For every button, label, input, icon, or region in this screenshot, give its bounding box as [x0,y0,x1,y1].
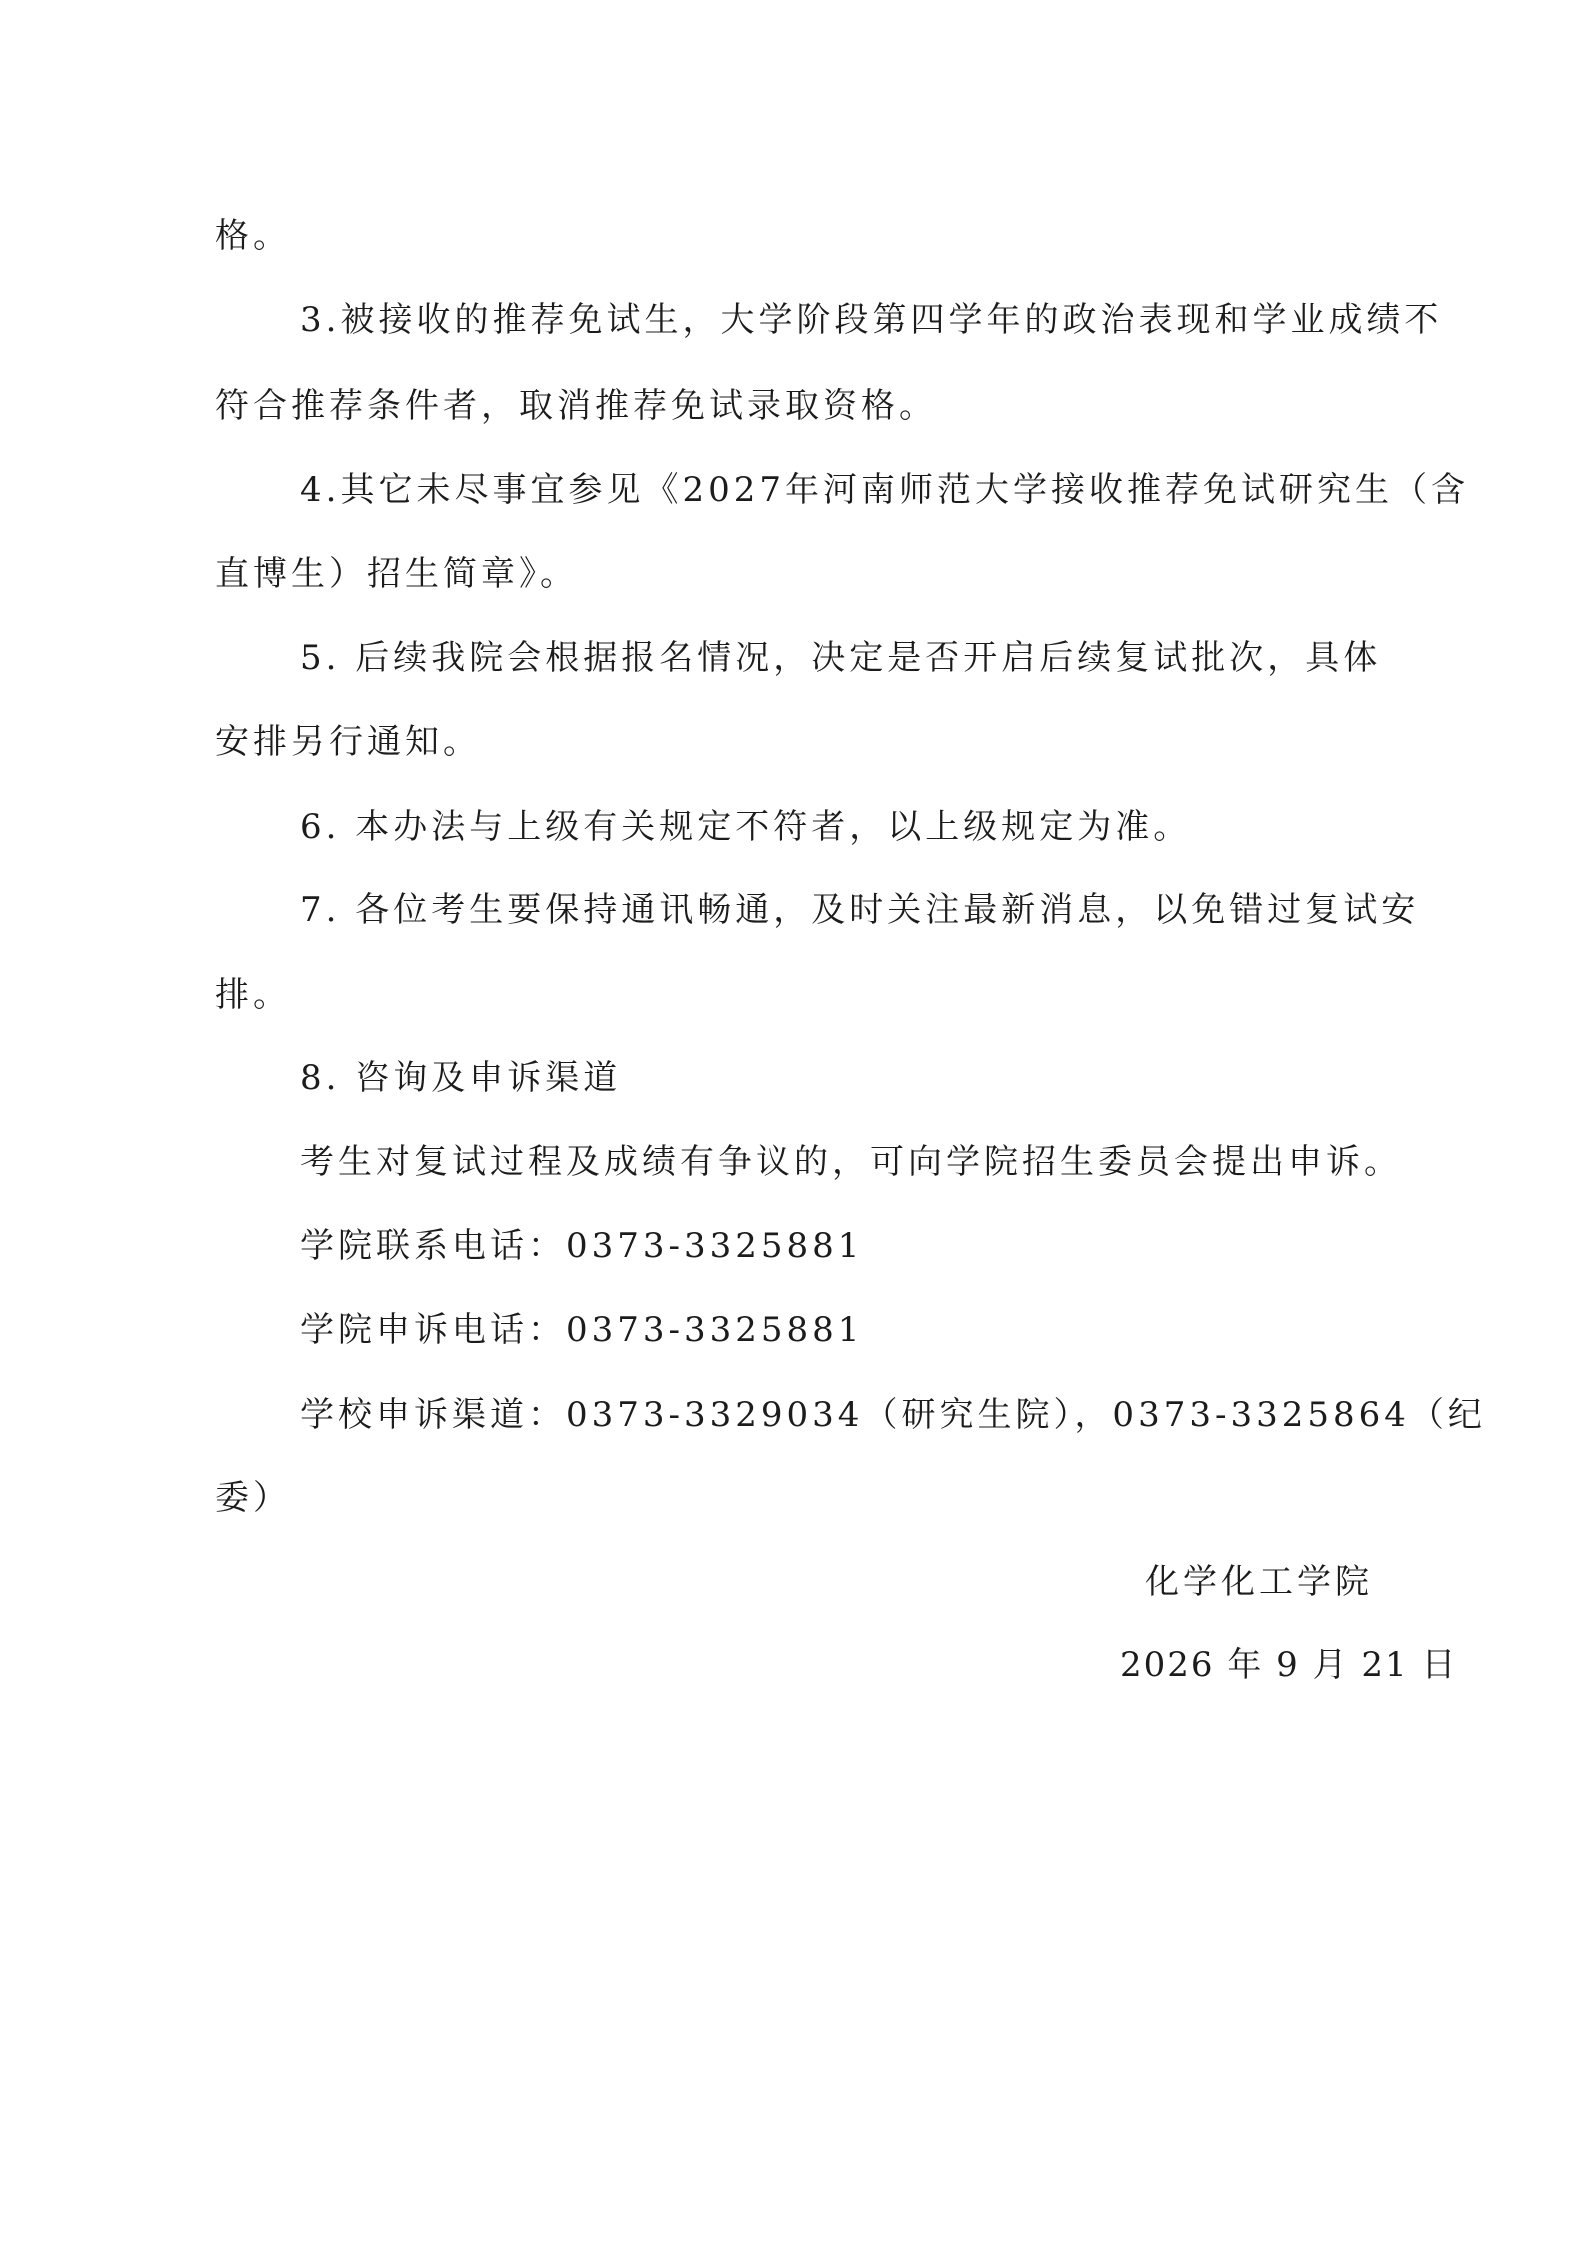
college-appeal-phone: 学院申诉电话：0373-3325881 [300,1310,864,1350]
text-line: 格。 [215,216,291,256]
signature-org: 化学化工学院 [1145,1562,1373,1602]
item-6-text: 6. 本办法与上级有关规定不符者，以上级规定为准。 [300,807,1192,847]
text-line: 安排另行通知。 [215,722,481,762]
text-line: 委） [215,1478,291,1518]
item-3-text: 3.被接收的推荐免试生，大学阶段第四学年的政治表现和学业成绩不 [300,300,1443,340]
item-5-text: 5. 后续我院会根据报名情况，决定是否开启后续复试批次，具体 [300,638,1382,678]
item-4-text: 4.其它未尽事宜参见《2027年河南师范大学接收推荐免试研究生（含 [300,470,1469,510]
item-7-text: 7. 各位考生要保持通讯畅通，及时关注最新消息，以免错过复试安 [300,890,1420,930]
text-line: 直博生）招生简章》。 [215,554,578,594]
appeal-text: 考生对复试过程及成绩有争议的，可向学院招生委员会提出申诉。 [300,1142,1402,1182]
college-contact-phone: 学院联系电话：0373-3325881 [300,1226,864,1266]
university-appeal-channel: 学校申诉渠道：0373-3329034（研究生院），0373-3325864（纪 [300,1395,1486,1435]
text-line: 排。 [215,975,291,1015]
item-8-heading: 8. 咨询及申诉渠道 [300,1058,622,1098]
signature-date: 2026 年 9 月 21 日 [1120,1645,1458,1685]
text-line: 符合推荐条件者，取消推荐免试录取资格。 [215,386,937,426]
